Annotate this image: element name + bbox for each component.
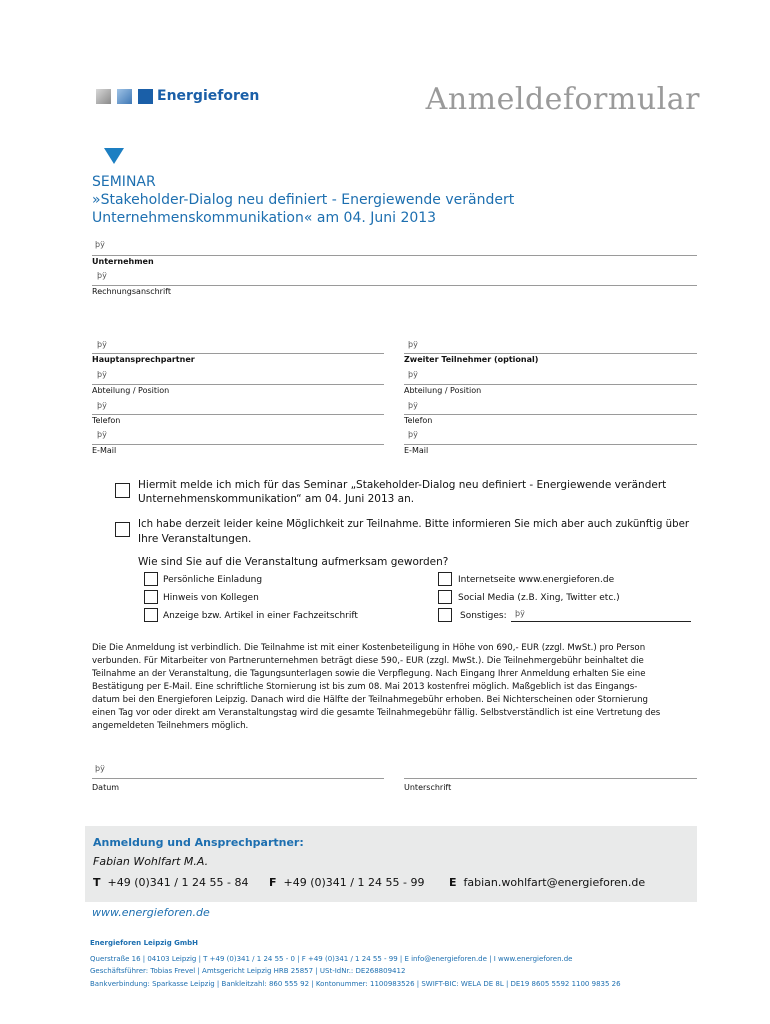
email-left-field[interactable]: þÿ	[97, 430, 107, 439]
terms-paragraph	[92, 642, 697, 733]
unternehmen-field[interactable]: þÿ	[95, 240, 105, 249]
absage-text-line1: Ich habe derzeit leider keine Möglichkeit zur Teilnahme. Bitte informieren Sie mich aber auch zukünftig über	[138, 519, 690, 530]
email-label: E	[449, 876, 457, 889]
contact-email	[449, 876, 645, 889]
triangle-down-icon	[104, 148, 124, 164]
hauptansprechpartner-label: Hauptansprechpartner	[92, 355, 195, 364]
telefon-left-line	[92, 414, 384, 415]
option-social-media-label: Social Media (z.B. Xing, Twitter etc.)	[458, 593, 620, 603]
datum-field[interactable]: þÿ	[95, 764, 105, 773]
option-internetseite-label: Internetseite www.energieforen.de	[458, 575, 615, 585]
anmeldung-text-line2: Unternehmenskommunikation“ am 04. Juni 2013 an.	[138, 493, 415, 505]
question-text: Wie sind Sie auf die Veranstaltung aufmerksam geworden?	[138, 556, 449, 568]
option-kollegen-label: Hinweis von Kollegen	[163, 593, 259, 603]
email-right-line	[404, 444, 697, 445]
option-anzeige-checkbox[interactable]	[144, 608, 158, 622]
footer-address: Querstraße 16 | 04103 Leipzig | T +49 (0)341 / 1 24 55 - 0 | F +49 (0)341 / 1 24 55 - 99 | E info@energieforen.de | I www.energieforen.de	[90, 955, 573, 963]
hauptansprechpartner-field[interactable]: þÿ	[97, 340, 107, 349]
rechnungsanschrift-line	[92, 285, 697, 286]
logo-square-3	[138, 89, 153, 104]
absage-checkbox[interactable]	[115, 522, 130, 537]
unterschrift-line	[404, 778, 697, 779]
option-social-media-checkbox[interactable]	[438, 590, 452, 604]
page-title: Anmeldeformular	[425, 82, 700, 117]
option-einladung-checkbox[interactable]	[144, 572, 158, 586]
zweiter-teilnehmer-field[interactable]: þÿ	[408, 340, 418, 349]
sonstiges-line	[511, 621, 691, 622]
option-sonstiges-label: Sonstiges:	[460, 611, 507, 621]
seminar-title-line2: Unternehmenskommunikation« am 04. Juni 2013	[92, 210, 437, 226]
option-internetseite-checkbox[interactable]	[438, 572, 452, 586]
telefon-right-label: Telefon	[404, 416, 433, 425]
fax-label: F	[269, 876, 277, 889]
fax-value: +49 (0)341 / 1 24 55 - 99	[283, 876, 425, 889]
abteilung-left-line	[92, 384, 384, 385]
contact-heading: Anmeldung und Ansprechpartner:	[93, 836, 304, 849]
footer-company	[90, 939, 198, 947]
email-left-line	[92, 444, 384, 445]
rechnungsanschrift-label: Rechnungsanschrift	[92, 287, 171, 296]
telefon-left-label: Telefon	[92, 416, 121, 425]
contact-phone	[93, 876, 248, 889]
seminar-heading	[92, 173, 514, 227]
unternehmen-label: Unternehmen	[92, 257, 154, 266]
abteilung-left-field[interactable]: þÿ	[97, 370, 107, 379]
seminar-title-line1: »Stakeholder-Dialog neu definiert - Energiewende verändert	[92, 192, 515, 208]
abteilung-right-line	[404, 384, 697, 385]
footer-management: Geschäftsführer: Tobias Frevel | Amtsgericht Leipzig HRB 25857 | USt-IdNr.: DE268809412	[90, 967, 406, 975]
phone-label: T	[93, 876, 101, 889]
zweiter-teilnehmer-line	[404, 353, 697, 354]
footer-company-name: Energieforen Leipzig GmbH	[90, 939, 199, 947]
option-einladung-label: Persönliche Einladung	[163, 575, 263, 585]
logo-square-2	[117, 89, 132, 104]
contact-name: Fabian Wohlfart M.A.	[93, 855, 209, 868]
sonstiges-field[interactable]: þÿ	[515, 609, 525, 618]
unterschrift-label: Unterschrift	[404, 783, 452, 792]
option-anzeige-label: Anzeige bzw. Artikel in einer Fachzeitschrift	[163, 611, 358, 621]
abteilung-right-label: Abteilung / Position	[404, 386, 482, 395]
datum-label: Datum	[92, 783, 120, 792]
email-right-label: E-Mail	[404, 446, 429, 455]
terms-line: verbunden. Für Mitarbeiter von Partnerunternehmen beträgt diese 590,- EUR (zzgl. MwSt.). Die Teilnehmergebühr beinhaltet die	[92, 656, 644, 666]
logo-text: Energieforen	[157, 88, 260, 104]
unternehmen-line	[92, 255, 697, 256]
terms-line: Teilnahme an der Veranstaltung, die Tagungsunterlagen sowie die Verpflegung. Nach Eingang Ihrer Anmeldung erhalten Sie eine	[92, 669, 646, 679]
anmeldung-text	[138, 478, 666, 506]
abteilung-right-field[interactable]: þÿ	[408, 370, 418, 379]
abteilung-left-label: Abteilung / Position	[92, 386, 170, 395]
terms-line: Bestätigung per E-Mail. Eine schriftliche Stornierung ist bis zum 08. Mai 2013 kostenfrei möglich. Maßgeblich ist das Eingangs-	[92, 682, 638, 692]
email-value[interactable]: fabian.wohlfart@energieforen.de	[463, 876, 646, 889]
email-right-field[interactable]: þÿ	[408, 430, 418, 439]
terms-line: Die Die Anmeldung ist verbindlich. Die Teilnahme ist mit einer Kostenbeteiligung in Höhe von 690,- EUR (zzgl. MwSt.) pro Person	[92, 643, 646, 653]
datum-line	[92, 778, 384, 779]
absage-text	[138, 518, 698, 546]
hauptansprechpartner-line	[92, 353, 384, 354]
contact-fax	[269, 876, 424, 889]
telefon-right-field[interactable]: þÿ	[408, 401, 418, 410]
phone-value: +49 (0)341 / 1 24 55 - 84	[107, 876, 249, 889]
logo-square-1	[96, 89, 111, 104]
absage-text-line2: Ihre Veranstaltungen.	[138, 533, 252, 545]
footer-bank: Bankverbindung: Sparkasse Leipzig | Bankleitzahl: 860 555 92 | Kontonummer: 1100983526 | SWIFT-BIC: WELA DE 8L | DE19 8605 5592 1100 9835 26	[90, 980, 621, 988]
rechnungsanschrift-field[interactable]: þÿ	[97, 271, 107, 280]
seminar-label: SEMINAR	[92, 174, 156, 190]
terms-line: angemeldeten Teilnehmers möglich.	[92, 721, 249, 731]
anmeldung-text-line1: Hiermit melde ich mich für das Seminar „Stakeholder-Dialog neu definiert - Energiewende verändert	[138, 479, 667, 491]
email-left-label: E-Mail	[92, 446, 117, 455]
telefon-right-line	[404, 414, 697, 415]
anmeldung-checkbox[interactable]	[115, 483, 130, 498]
option-sonstiges-checkbox[interactable]	[438, 608, 452, 622]
website-link[interactable]: www.energieforen.de	[92, 906, 210, 919]
terms-line: datum bei den Energieforen Leipzig. Danach wird die Hälfte der Teilnahmegebühr erhoben. Bei Nichterscheinen oder Stornierung	[92, 695, 649, 705]
zweiter-teilnehmer-label: Zweiter Teilnehmer (optional)	[404, 355, 539, 364]
telefon-left-field[interactable]: þÿ	[97, 401, 107, 410]
terms-line: einen Tag vor oder direkt am Veranstaltungstag wird die gesamte Teilnahmegebühr fällig. Selbstverständlich ist eine Vertretung des	[92, 708, 661, 718]
option-kollegen-checkbox[interactable]	[144, 590, 158, 604]
